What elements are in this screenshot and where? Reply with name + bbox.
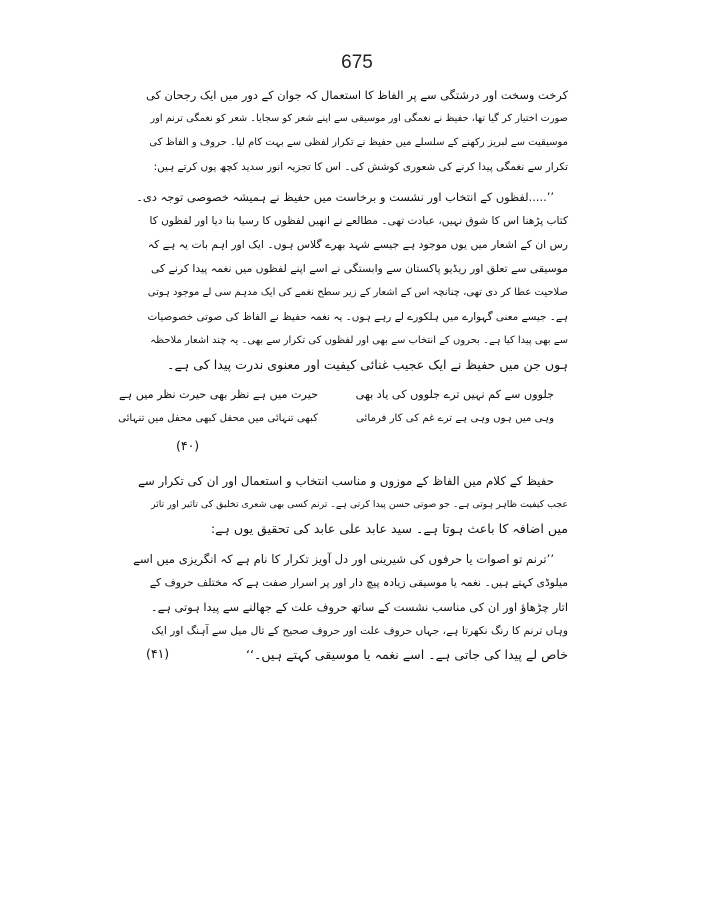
quote-line: رس ان کے اشعار میں یوں موجود ہے جیسے شہد بھرے گلاس ہوں۔ ایک اور اہم بات یہ ہے کہ (147, 238, 568, 251)
quote-line: ’’ترنم تو اصوات یا حرفوں کی شیرینی اور دل آویز تکرار کا نام ہے کہ انگریزی میں اسے (133, 552, 554, 566)
paragraph-line: حفیظ کے کلام میں الفاظ کے موزوں و مناسب انتخاب و استعمال اور ان کی تکرار سے (137, 474, 554, 488)
quote-line: میلوڈی کہتے ہیں۔ نغمہ یا موسیقی زیادہ پیچ دار اور پر اسرار صفت ہے کہ مختلف حروف کے (149, 576, 568, 589)
couplet-hemistich: وہی میں ہوں وہی ہے ترے غم کی کار فرمائی (356, 413, 554, 424)
quote-line: سے بھی پیدا کیا ہے۔ بحروں کے انتخاب سے بھی اور لفظوں کی تکرار سے بھی۔ یہ چند اشعار ملاحظہ (150, 335, 568, 346)
quote-line: کتاب پڑھنا اس کا شوق نہیں، عبادت تھی۔ مطالعے نے انھیں لفظوں کا رسیا بنا دیا اور لفظوں کا (149, 215, 568, 227)
footnote-ref: (۴۱) (146, 646, 170, 661)
paragraph-line: عجب کیفیت ظاہر ہوتی ہے۔ جو صوتی حسن پیدا کرتی ہے۔ ترنم کسی بھی شعری تخلیق کی تاثیر اور تاثر (150, 499, 568, 510)
quote-line: موسیقی سے تعلق اور ریڈیو پاکستان سے وابستگی نے اسے اپنے لفظوں میں نغمہ پیدا کرنے کی (150, 262, 568, 275)
paragraph-line: موسیقیت سے لبریز رکھنے کے سلسلے میں حفیظ نے تکرار لفظی سے بہت کام لیا۔ حروف و الفاظ کی (149, 137, 568, 148)
quote-line: ہوں جن میں حفیظ نے ایک عجیب غنائی کیفیت اور معنوی ندرت پیدا کی ہے۔ (167, 357, 568, 372)
page-number: 675 (341, 52, 373, 73)
paragraph-line: کرخت وسخت اور درشتگی سے پر الفاظ کا استعمال کہ جوان کے دور میں ایک رجحان کی (145, 88, 568, 102)
quote-line: وہاں ترنم کا رنگ نکھرتا ہے، جہاں حروف علت اور حروف صحیح کے تال میل سے آہنگ اور ایک (151, 625, 568, 637)
paragraph-line: میں اضافہ کا باعث ہوتا ہے۔ سید عابد علی عابد کی تحقیق یوں ہے: (210, 521, 568, 536)
quote-line: ہے۔ جیسے معنی گہوارے میں ہلکورے لے رہے ہوں۔ یہ نغمہ حفیظ نے الفاظ کی صوتی خصوصیات (147, 311, 568, 323)
couplet-hemistich: جلووں سے کم نہیں ترے جلووں کی یاد بھی (355, 388, 554, 401)
quote-line: خاص لے پیدا کی جاتی ہے۔ اسے نغمہ یا موسیقی کہتے ہیں۔‘‘ (246, 647, 568, 662)
couplet-hemistich: حیرت میں ہے نظر بھی حیرت نظر میں ہے (119, 388, 318, 401)
quote-line: صلاحیت عطا کر دی تھی، چنانچہ اس کے اشعار کے زیر سطح نغمے کی ایک مدہم سی لے موجود ہوتی (147, 287, 568, 298)
footnote-ref: (۴۰) (176, 438, 200, 453)
couplet-hemistich: کبھی تنہائی میں محفل کبھی محفل میں تنہائی (118, 413, 318, 424)
paragraph-line: تکرار سے نغمگی پیدا کرنے کی شعوری کوشش کی۔ اس کا تجزیہ انور سدید کچھ یوں کرتے ہیں: (153, 161, 568, 173)
quote-line: ’’.....لفظوں کے انتخاب اور نشست و برخاست میں حفیظ نے ہمیشہ خصوصی توجہ دی۔ (136, 190, 554, 204)
quote-line: اتار چڑھاؤ اور ان کی مناسب نشست کے ساتھ حروف علت کے جھالنے سے پیدا ہوتی ہے۔ (150, 600, 568, 614)
paragraph-line: صورت اختیار کر گیا تھا، حفیظ نے نغمگی اور موسیقی سے اپنے شعر کو سجایا۔ شعر کو نغمگی ترنم اور (150, 113, 568, 124)
